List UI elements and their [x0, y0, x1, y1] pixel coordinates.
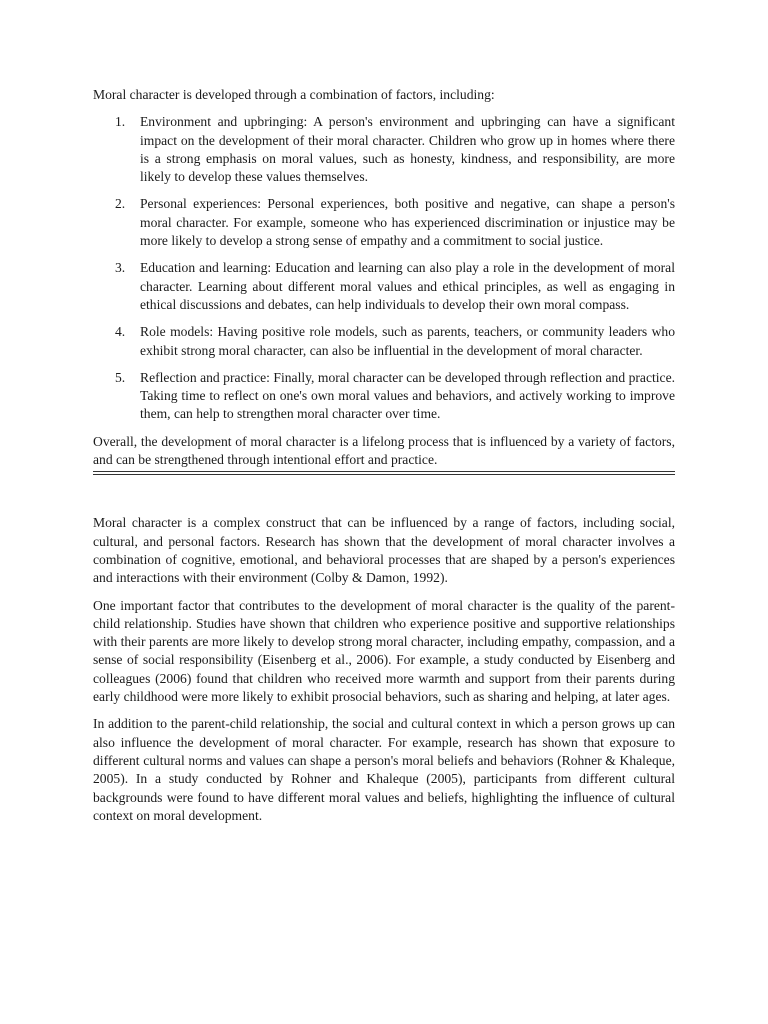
section-two — [93, 514, 675, 825]
list-item — [93, 259, 675, 314]
list-item-text: Environment and upbringing: A person's environment and upbringing can have a significant impact on the development of their moral character. Children who grow up in homes where there is a strong emphasis on moral values, such as honesty, kindness, and responsibility, are more likely to develop these values themselves. — [140, 114, 675, 185]
list-item-text: Role models: Having positive role models, such as parents, teachers, or community leaders who exhibit strong moral character, can also be influential in the development of moral character. — [140, 324, 675, 358]
list-item — [93, 369, 675, 424]
body-paragraph: One important factor that contributes to the development of moral character is the quality of the parent-child relationship. Studies have shown that children who experience positive and supportive relationships with their parents are more likely to develop strong moral character, including empathy, compassion, and a sense of social responsibility (Eisenberg et al., 2006). For example, a study conducted by Eisenberg and colleagues (2006) found that children who received more warmth and support from their parents during early childhood were more likely to exhibit prosocial behaviors, such as sharing and helping, at later ages. — [93, 597, 675, 705]
list-item-text: Reflection and practice: Finally, moral character can be developed through reflection and practice. Taking time to reflect on one's own moral values and behaviors, and actively working to improve them, can help to strengthen moral character over time. — [140, 369, 675, 422]
list-number: 2. — [115, 196, 126, 212]
body-paragraph: Moral character is a complex construct that can be influenced by a range of factors, including social, cultural, and personal factors. Research has shown that the development of moral character involves a combination of cognitive, emotional, and behavioral processes that are shaped by a person's experiences and interactions with their environment (Colby & Damon, 1992). — [93, 515, 675, 586]
list-number: 3. — [115, 260, 126, 276]
summary-paragraph: Overall, the development of moral character is a lifelong process that is influenced by a variety of factors, and can be strengthened through intentional effort and practice. — [93, 433, 675, 468]
list-number: 5. — [115, 369, 126, 385]
list-number: 1. — [115, 114, 126, 130]
intro-paragraph: Moral character is developed through a combination of factors, including: — [93, 87, 495, 102]
list-item — [93, 195, 675, 250]
list-item-text: Personal experiences: Personal experiences, both positive and negative, can shape a person's moral character. For example, someone who has experienced discrimination or injustice may be more likely to develop a strong sense of empathy and a commitment to social justice. — [140, 196, 675, 249]
list-item-text: Education and learning: Education and learning can also play a role in the development of moral character. Learning about different moral values and ethical principles, as well as engaging in ethical discussions and debates, can help individuals to develop their own moral compass. — [140, 260, 675, 312]
list-number: 4. — [115, 324, 126, 340]
list-item — [93, 113, 675, 186]
factors-list — [93, 113, 675, 423]
document-page — [93, 86, 675, 834]
section-divider — [93, 471, 675, 475]
list-item — [93, 323, 675, 360]
body-paragraph: In addition to the parent-child relationship, the social and cultural context in which a person grows up can also influence the development of moral character. For example, research has shown that exposure to different cultural norms and values can shape a person's moral beliefs and behaviors (Rohner & Khaleque, 2005). In a study conducted by Rohner and Khaleque (2005), participants from different cultural backgrounds were found to have different moral values and beliefs, highlighting the influence of cultural context on moral development. — [93, 716, 675, 823]
